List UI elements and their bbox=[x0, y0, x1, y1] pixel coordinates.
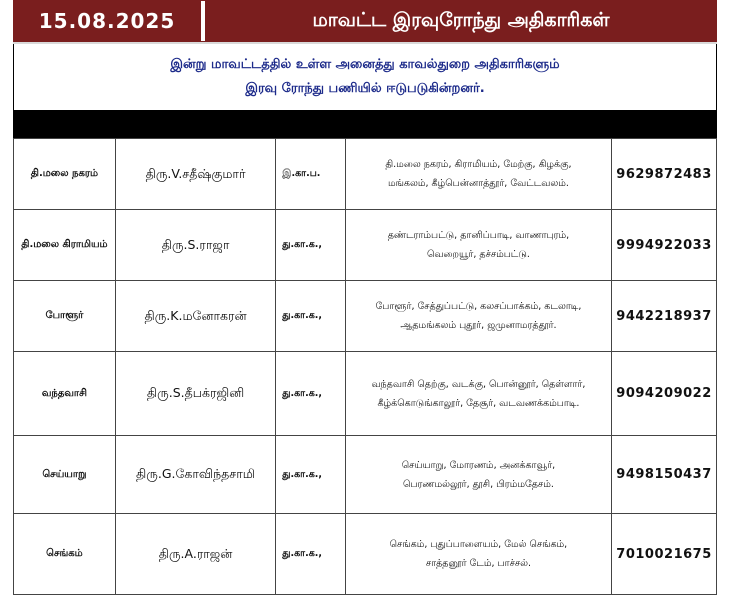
header-title: மாவட்ட இரவுரோந்து அதிகாரிகள் bbox=[312, 8, 610, 31]
subtitle-line-2: இரவு ரோந்து பணியில் ஈடுபடுகின்றனர். bbox=[245, 81, 485, 96]
jurisdiction-line-1: தண்டராம்பட்டு, தானிப்பாடி, வாணாபுரம், bbox=[387, 230, 570, 241]
table-row bbox=[14, 281, 717, 352]
table-row bbox=[14, 139, 717, 210]
area-cell: தி.மலை நகரம் bbox=[14, 139, 116, 210]
officer-cell: திரு.A.ராஜன் bbox=[115, 514, 275, 595]
phone-cell: 9498150437 bbox=[612, 436, 717, 514]
jurisdiction-line-2: ஆதமங்கலம் புதூர், ஜமுனாமரத்தூர். bbox=[400, 320, 557, 331]
jurisdiction-line-2: சாத்தனூர் டேம், பாச்சல். bbox=[425, 558, 531, 569]
area-cell: செய்யாறு bbox=[14, 436, 116, 514]
phone-cell: 9442218937 bbox=[612, 281, 717, 352]
jurisdiction-cell bbox=[345, 514, 611, 595]
jurisdiction-cell bbox=[345, 352, 611, 436]
table-row bbox=[14, 436, 717, 514]
jurisdiction-line-1: போளூர், சேத்துப்பட்டு, கலசப்பாக்கம், கடலாடி, bbox=[375, 301, 582, 312]
officer-cell: திரு.S.ராஜா bbox=[115, 210, 275, 281]
rank-cell: து.கா.க., bbox=[276, 210, 346, 281]
area-cell: வந்தவாசி bbox=[14, 352, 116, 436]
table-row bbox=[14, 210, 717, 281]
jurisdiction-line-2: பெரணமல்லூர், தூசி, பிரம்மதேசம். bbox=[403, 478, 554, 490]
subtitle-block bbox=[13, 44, 717, 110]
phone-cell: 9094209022 bbox=[612, 352, 717, 436]
jurisdiction-line-1: செங்கம், புதுப்பாளையம், மேல் செங்கம், bbox=[389, 539, 568, 550]
jurisdiction-line-2: வெறையூர், தச்சம்பட்டு. bbox=[427, 249, 530, 260]
rank-cell: இ.கா.ப. bbox=[276, 139, 346, 210]
table-row bbox=[14, 514, 717, 595]
jurisdiction-line-1: வந்தவாசி தெற்கு, வடக்கு, பொன்னூர், தெள்ளார், bbox=[371, 378, 586, 390]
jurisdiction-line-2: மங்கலம், கீழ்பென்னாத்தூர், வேட்டவலம். bbox=[387, 178, 569, 189]
jurisdiction-line-1: தி.மலை நகரம், கிராமியம், மேற்கு, கிழக்கு, bbox=[385, 159, 572, 170]
officers-table bbox=[13, 138, 717, 595]
phone-cell: 9994922033 bbox=[612, 210, 717, 281]
area-cell: தி.மலை கிராமியம் bbox=[14, 210, 116, 281]
rank-cell: து.கா.க., bbox=[276, 281, 346, 352]
officer-cell: திரு.V.சதீஷ்குமார் bbox=[115, 139, 275, 210]
phone-cell: 9629872483 bbox=[612, 139, 717, 210]
jurisdiction-cell bbox=[345, 281, 611, 352]
header-date: 15.08.2025 bbox=[38, 9, 176, 33]
table-row bbox=[14, 352, 717, 436]
phone-cell: 7010021675 bbox=[612, 514, 717, 595]
rank-cell: து.கா.க., bbox=[276, 352, 346, 436]
officer-cell: திரு.S.தீபக்ரஜினி bbox=[115, 352, 275, 436]
rank-cell: து.கா.க., bbox=[276, 514, 346, 595]
table-header-bar bbox=[13, 110, 717, 138]
night-patrol-sheet bbox=[13, 0, 717, 591]
subtitle-line-1: இன்று மாவட்டத்தில் உள்ள அனைத்து காவல்துறை அதிகாரிகளும் bbox=[170, 57, 560, 72]
officer-cell: திரு.K.மனோகரன் bbox=[115, 281, 275, 352]
header-bar bbox=[13, 0, 717, 44]
jurisdiction-cell bbox=[345, 210, 611, 281]
rank-cell: து.கா.க., bbox=[276, 436, 346, 514]
jurisdiction-cell bbox=[345, 436, 611, 514]
area-cell: செங்கம் bbox=[14, 514, 116, 595]
jurisdiction-cell bbox=[345, 139, 611, 210]
area-cell: போளூர் bbox=[14, 281, 116, 352]
jurisdiction-line-1: செய்யாறு, மோரணம், அனக்காவூர், bbox=[401, 459, 556, 471]
officer-cell: திரு.G.கோவிந்தசாமி bbox=[115, 436, 275, 514]
jurisdiction-line-2: கீழ்க்கொடுங்காலூர், தேசூர், வடவணக்கம்பாடி. bbox=[377, 397, 580, 409]
